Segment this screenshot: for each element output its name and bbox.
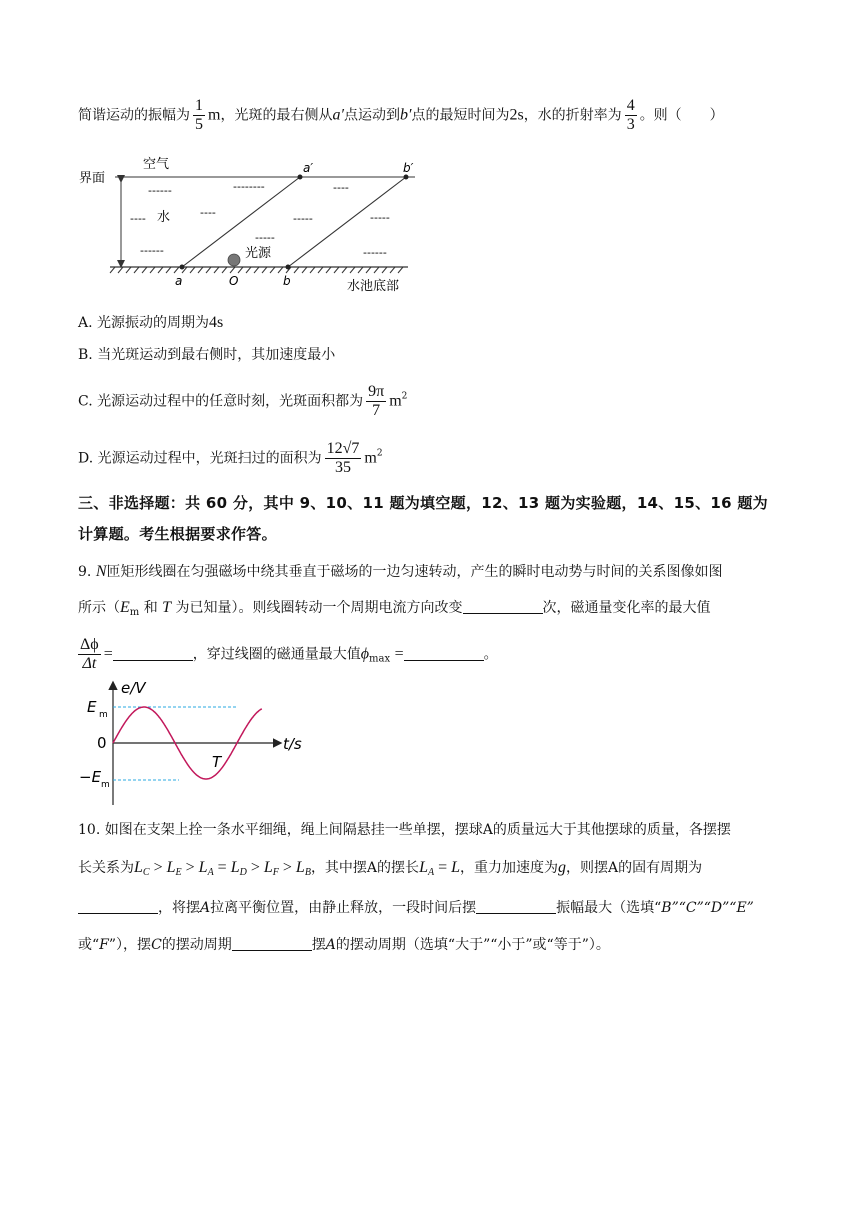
- q10-text: 或“: [78, 937, 100, 953]
- Em-subscript: m: [99, 710, 108, 720]
- point-label: a′: [332, 106, 344, 124]
- water-dash: ----: [200, 206, 216, 219]
- water-dash: ------: [148, 184, 172, 197]
- origin-label: 0: [97, 734, 107, 752]
- q10-text: 拉离平衡位置，由静止释放，一段时间后摆: [210, 900, 477, 916]
- var-C: C: [151, 937, 162, 953]
- q9-text: 。: [483, 646, 498, 663]
- q9-line2: [78, 597, 711, 624]
- q10-line3: [78, 897, 754, 919]
- q10-text: ，将摆: [158, 900, 200, 916]
- intro-text: 点运动到: [343, 107, 400, 124]
- negEm-label: −E: [79, 768, 102, 786]
- light-source-figure: [75, 150, 435, 300]
- q9-line3: [78, 636, 498, 673]
- water-dash: -----: [293, 212, 313, 225]
- q10-text: ，则摆A的固有周期为: [566, 860, 703, 876]
- q10-line1: 10. 如图在支架上拴一条水平细绳，绳上间隔悬挂一些单摆，摆球A的质量远大于其他摆球的质量，各摆摆: [78, 822, 731, 838]
- flux-rate-fraction: $\frac{\Delta\phi}{\Delta t}$: [80, 636, 99, 672]
- equals: =: [394, 645, 404, 663]
- question-number: 9.: [78, 564, 92, 580]
- x-axis-label: t/s: [283, 735, 302, 753]
- unit: m: [208, 106, 221, 124]
- option-A: [78, 312, 223, 334]
- option-B-text: B. 当光斑运动到最右侧时，其加速度最小: [78, 347, 336, 363]
- interface-label: 界面: [79, 171, 106, 186]
- point-b: [286, 265, 291, 270]
- blank-3[interactable]: [404, 646, 484, 661]
- equals: =: [103, 645, 113, 663]
- time-value: 2s: [509, 106, 524, 124]
- unit-exponent: 2: [376, 448, 383, 459]
- var-A: A: [200, 900, 211, 916]
- q10-line2: [78, 857, 702, 884]
- water-dash: --------: [233, 180, 265, 193]
- b-label: b: [283, 274, 291, 288]
- O-label: O: [229, 274, 239, 288]
- q9-text: 匝矩形线圈在匀强磁场中绕其垂直于磁场的一边匀速转动，产生的瞬时电动势与时间的关系图像如图: [106, 564, 723, 580]
- intro-text: ，水的折射率为: [523, 107, 622, 124]
- var-N: N: [95, 563, 107, 580]
- intro-text: ，光斑的最右侧从: [220, 107, 333, 124]
- q9-text: 次，磁通量变化率的最大值: [542, 600, 711, 616]
- intro-text: 点的最短时间为: [411, 107, 510, 124]
- q10-text: 的摆动周期: [161, 937, 232, 953]
- length-relation: $L_C > L_E > L_A = L_D > L_F > L_B$: [134, 859, 311, 878]
- amplitude-fraction: $\frac{1}{5}$: [195, 97, 203, 133]
- option-C: [78, 383, 407, 420]
- q10-text: 的摆动周期（选填“大于”“小于”或“等于”）。: [335, 937, 610, 953]
- var-T: T: [162, 599, 172, 616]
- blank-4[interactable]: [78, 899, 158, 914]
- blank-2[interactable]: [113, 646, 193, 661]
- unit: m: [389, 392, 402, 410]
- water-dash: -----: [370, 211, 390, 224]
- b-prime-label: b′: [403, 161, 414, 175]
- q9-text: 为已知量）。则线圈转动一个周期电流方向改变: [175, 600, 463, 616]
- var-A: A: [325, 937, 336, 953]
- water-dash: ----: [333, 181, 349, 194]
- q10-text: ”），摆: [108, 937, 152, 953]
- blank-1[interactable]: [463, 599, 543, 614]
- option-C-text: C. 光源运动过程中的任意时刻，光斑面积都为: [78, 393, 364, 410]
- subscript: max: [369, 653, 391, 665]
- q9-line1: [78, 561, 722, 583]
- water-dash: ----: [130, 212, 146, 225]
- q9-text: ，穿过线圈的磁通量最大值: [192, 646, 361, 663]
- water-label: 水: [157, 210, 171, 225]
- q9-text: 所示（: [78, 600, 120, 616]
- point-b-prime: [404, 175, 409, 180]
- q10-text: 振幅最大（选填“: [556, 900, 662, 916]
- subscript: m: [129, 607, 140, 618]
- section3-heading-line1: 三、非选择题：共 60 分，其中 9、10、11 题为填空题，12、13 题为实验题，14、15、16 题为: [78, 494, 768, 512]
- bottom-label: 水池底部: [347, 279, 400, 294]
- q9-text: 和: [143, 600, 158, 616]
- point-a-prime: [298, 175, 303, 180]
- refractive-index-fraction: $\frac{4}{3}$: [626, 97, 635, 133]
- option-B: [78, 344, 335, 366]
- var-phi: ϕ: [360, 645, 370, 663]
- blank-5[interactable]: [476, 899, 556, 914]
- blank-6[interactable]: [232, 936, 312, 951]
- q10-text: ，重力加速度为: [460, 860, 559, 876]
- a-label: a: [175, 274, 183, 288]
- var-g: g: [558, 859, 567, 876]
- q10-text: 长关系为: [78, 860, 134, 876]
- option-D-fraction: $\frac{12√7}{35}$: [326, 440, 360, 476]
- a-prime-label: a′: [303, 161, 314, 175]
- point-label: b′: [399, 106, 412, 124]
- q10-text: 摆: [311, 937, 326, 953]
- length-A: $L_A = L$: [419, 859, 461, 878]
- option-D: [78, 440, 383, 477]
- unit: m: [364, 449, 377, 467]
- air-label: 空气: [143, 157, 170, 172]
- option-letters: B”“C”“D”“E”: [661, 900, 754, 916]
- option-A-value: 4s: [209, 314, 224, 331]
- source-label: 光源: [245, 246, 272, 261]
- water-dash: ------: [140, 244, 164, 257]
- section3-heading-line2: 计算题。考生根据要求作答。: [78, 525, 277, 543]
- period-label: T: [212, 753, 222, 771]
- intro-text: 。则（ ）: [639, 107, 724, 124]
- unit-exponent: 2: [401, 391, 408, 402]
- option-A-text: A. 光源振动的周期为: [78, 315, 210, 331]
- option-D-text: D. 光源运动过程中，光斑扫过的面积为: [78, 450, 322, 467]
- intro-text: 简谐运动的振幅为: [78, 107, 190, 124]
- var-F: F: [99, 937, 109, 953]
- q10-line4: [78, 934, 610, 956]
- intro-line: [78, 97, 724, 134]
- point-a: [180, 265, 185, 270]
- emf-time-graph: [75, 675, 315, 810]
- water-dash: -----: [255, 231, 275, 244]
- var-Em: E: [120, 599, 130, 616]
- bottom-hatching: [110, 267, 403, 273]
- water-dash: ------: [363, 246, 387, 259]
- negEm-subscript: m: [101, 780, 110, 790]
- y-axis-label: e/V: [121, 679, 146, 697]
- q10-text: ，其中摆A的摆长: [310, 860, 420, 876]
- light-source-ball: [228, 254, 240, 266]
- Em-label: E: [87, 698, 97, 716]
- option-C-fraction: $\frac{9\pi}{7}$: [368, 383, 385, 419]
